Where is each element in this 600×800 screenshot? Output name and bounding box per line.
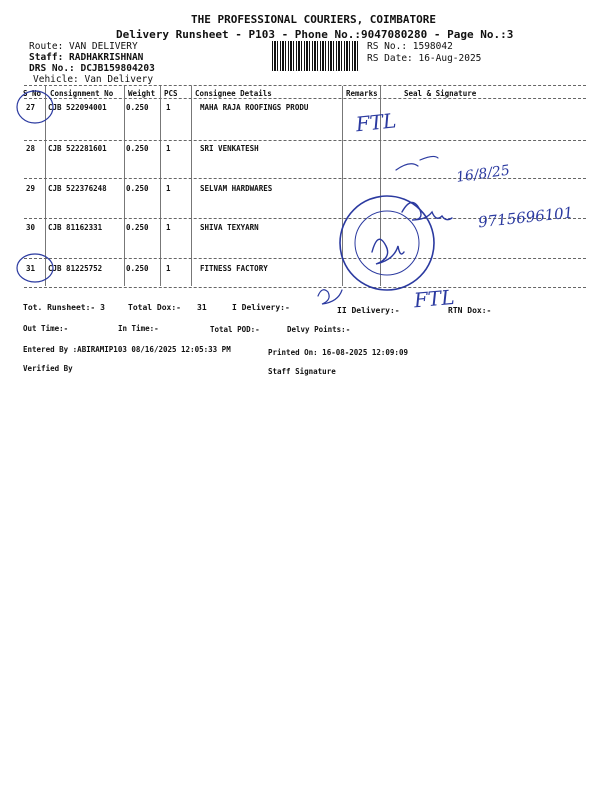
col-weight: Weight bbox=[128, 89, 156, 98]
rtn-dox: RTN Dox:- bbox=[448, 306, 492, 315]
handwritten-phone: 9715696101 bbox=[477, 203, 575, 232]
delvy-points: Delvy Points:- bbox=[287, 325, 351, 334]
row-weight: 0.250 bbox=[126, 184, 149, 193]
printed-on: Printed On: 16-08-2025 12:09:09 bbox=[268, 348, 408, 357]
row-sno: 28 bbox=[26, 144, 36, 153]
row-sno: 29 bbox=[26, 184, 36, 193]
row-weight: 0.250 bbox=[126, 144, 149, 153]
col-sno: S No bbox=[23, 89, 42, 98]
row-pcs: 1 bbox=[166, 103, 171, 112]
row-weight: 0.250 bbox=[126, 103, 149, 112]
row-consignee: SELVAM HARDWARES bbox=[200, 184, 273, 193]
staff-label: Staff: RADHAKRISHNAN bbox=[29, 52, 144, 63]
col-remarks: Remarks bbox=[346, 89, 378, 98]
col-pcs: PCS bbox=[164, 89, 178, 98]
handwritten-ftl-bottom: FTL bbox=[412, 284, 456, 313]
row-sno: 31 bbox=[26, 264, 36, 273]
signature-scribble bbox=[396, 156, 438, 170]
row-consignment: CJB 81162331 bbox=[48, 223, 103, 232]
row-consignee: SHIVA TEXYARN bbox=[200, 223, 259, 232]
verified-by: Verified By bbox=[23, 364, 73, 373]
row-pcs: 1 bbox=[166, 144, 171, 153]
signature-scribble bbox=[318, 290, 342, 304]
row-consignment: CJB 522094001 bbox=[48, 103, 107, 112]
circle-mark bbox=[17, 254, 53, 282]
staff-signature: Staff Signature bbox=[268, 367, 336, 376]
circle-mark bbox=[17, 91, 53, 123]
col-seal: Seal & Signature bbox=[404, 89, 477, 98]
ii-delivery: II Delivery:- bbox=[337, 306, 400, 315]
row-pcs: 1 bbox=[166, 223, 171, 232]
row-consignee: FITNESS FACTORY bbox=[200, 264, 268, 273]
row-weight: 0.250 bbox=[126, 223, 149, 232]
company-stamp-inner bbox=[355, 211, 419, 275]
total-pod: Total POD:- bbox=[210, 325, 260, 334]
runsheet-title: Delivery Runsheet - P103 - Phone No.:9047080280 - Page No.:3 bbox=[116, 28, 514, 41]
signature-scribble bbox=[372, 239, 404, 264]
rs-number: RS No.: 1598042 bbox=[367, 41, 453, 52]
out-time: Out Time:- bbox=[23, 324, 69, 333]
vehicle-label: Vehicle: Van Delivery bbox=[33, 74, 154, 85]
drs-number: DRS No.: DCJB159804203 bbox=[29, 63, 155, 74]
col-consignment: Consignment No bbox=[50, 89, 114, 98]
in-time: In Time:- bbox=[118, 324, 159, 333]
row-pcs: 1 bbox=[166, 184, 171, 193]
handwritten-ftl-top: FTL bbox=[354, 108, 398, 137]
total-dox-value: 31 bbox=[197, 303, 207, 312]
row-sno: 27 bbox=[26, 103, 36, 112]
total-dox-label: Total Dox:- bbox=[128, 303, 181, 312]
handwritten-date: 16/8/25 bbox=[455, 162, 511, 186]
row-sno: 30 bbox=[26, 223, 36, 232]
row-consignment: CJB 81225752 bbox=[48, 264, 103, 273]
tot-runsheet: Tot. Runsheet:- 3 bbox=[23, 303, 105, 312]
entered-by: Entered By :ABIRAMIP103 08/16/2025 12:05:33 PM bbox=[23, 345, 231, 354]
col-consignee: Consignee Details bbox=[195, 89, 272, 98]
row-weight: 0.250 bbox=[126, 264, 149, 273]
row-pcs: 1 bbox=[166, 264, 171, 273]
i-delivery: I Delivery:- bbox=[232, 303, 290, 312]
company-title: THE PROFESSIONAL COURIERS, COIMBATORE bbox=[191, 13, 437, 26]
row-consignee: SRI VENKATESH bbox=[200, 144, 259, 153]
row-consignment: CJB 522376248 bbox=[48, 184, 107, 193]
rs-date: RS Date: 16-Aug-2025 bbox=[367, 53, 482, 64]
row-consignee: MAHA RAJA ROOFINGS PRODU bbox=[200, 103, 309, 112]
row-consignment: CJB 522281601 bbox=[48, 144, 107, 153]
route-label: Route: VAN DELIVERY bbox=[29, 41, 138, 52]
